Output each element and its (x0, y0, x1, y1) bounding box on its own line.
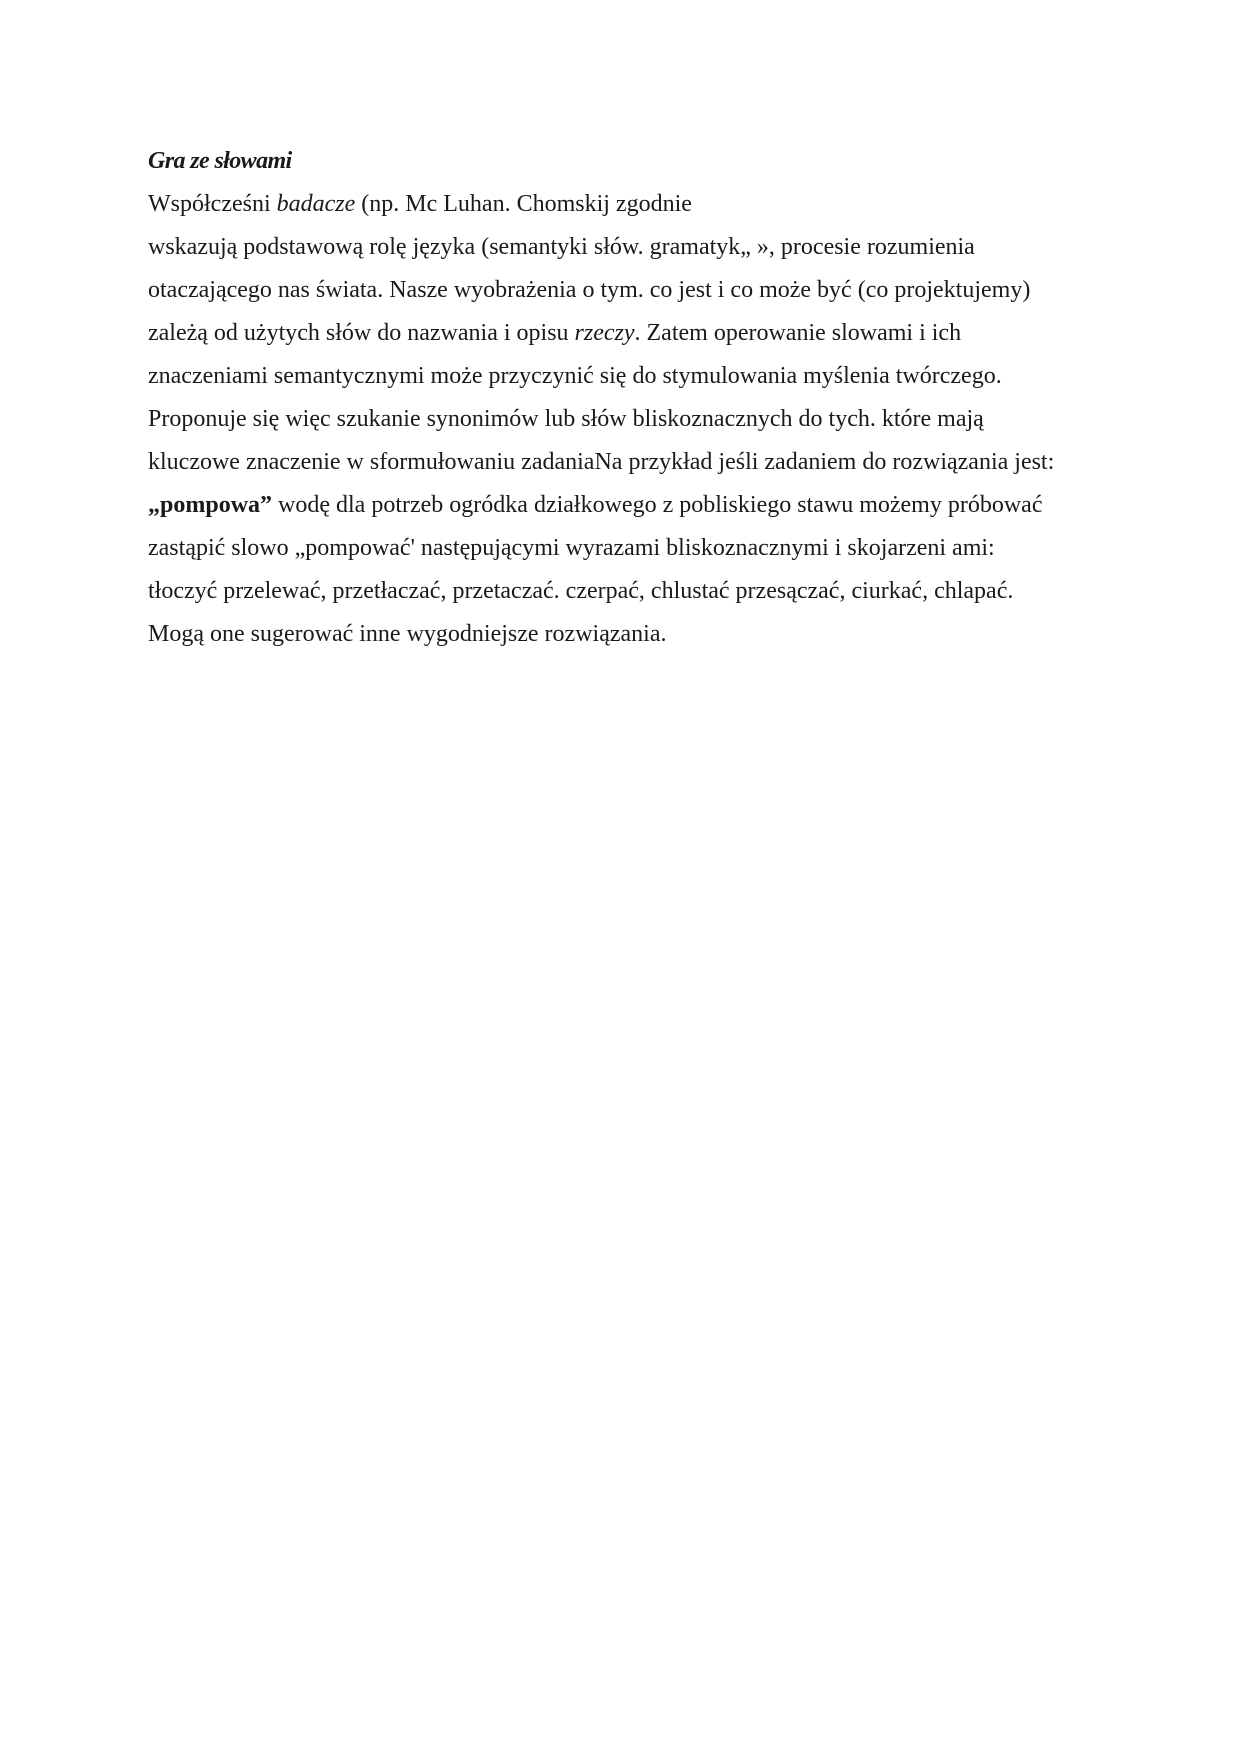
document-title: Gra ze słowami (148, 148, 292, 174)
text-line-3: otaczającego nas świata. Nasze wyobrażenia o tym. co jest i co może być (co projektujemy) (148, 277, 1031, 303)
text-line-1: Współcześni badacze (np. Mc Luhan. Chomskij zgodnie (148, 191, 692, 217)
text-line-5: znaczeniami semantycznymi może przyczynić się do stymulowania myślenia twórczego. (148, 363, 1002, 389)
text-line-4: zależą od użytych słów do nazwania i opisu rzeczy. Zatem operowanie slowami i ich (148, 320, 962, 346)
italic-term-rzeczy: rzeczy (574, 320, 635, 346)
bold-term-pompowa: „pompowa” (148, 492, 273, 518)
text-line-2: wskazują podstawową rolę języka (semantyki słów. gramatyk„ », procesie rozumienia (148, 234, 975, 260)
text-line-11: Mogą one sugerować inne wygodniejsze rozwiązania. (148, 621, 667, 647)
text-line-7: kluczowe znaczenie w sformułowaniu zadaniaNa przykład jeśli zadaniem do rozwiązania jest: (148, 449, 1055, 475)
document-body (148, 140, 1108, 656)
text-line-6: Proponuje się więc szukanie synonimów lub słów bliskoznacznych do tych. które mają (148, 406, 984, 432)
italic-term-badacze: badacze (276, 191, 356, 217)
text-line-10: tłoczyć przelewać, przetłaczać, przetaczać. czerpać, chlustać przesączać, ciurkać, chlapać. (148, 578, 1014, 604)
text-line-9: zastąpić slowo „pompować' następującymi wyrazami bliskoznacznymi i skojarzeni ami: (148, 535, 995, 561)
text-line-8: „pompowa” wodę dla potrzeb ogródka działkowego z pobliskiego stawu możemy próbować (148, 492, 1043, 518)
